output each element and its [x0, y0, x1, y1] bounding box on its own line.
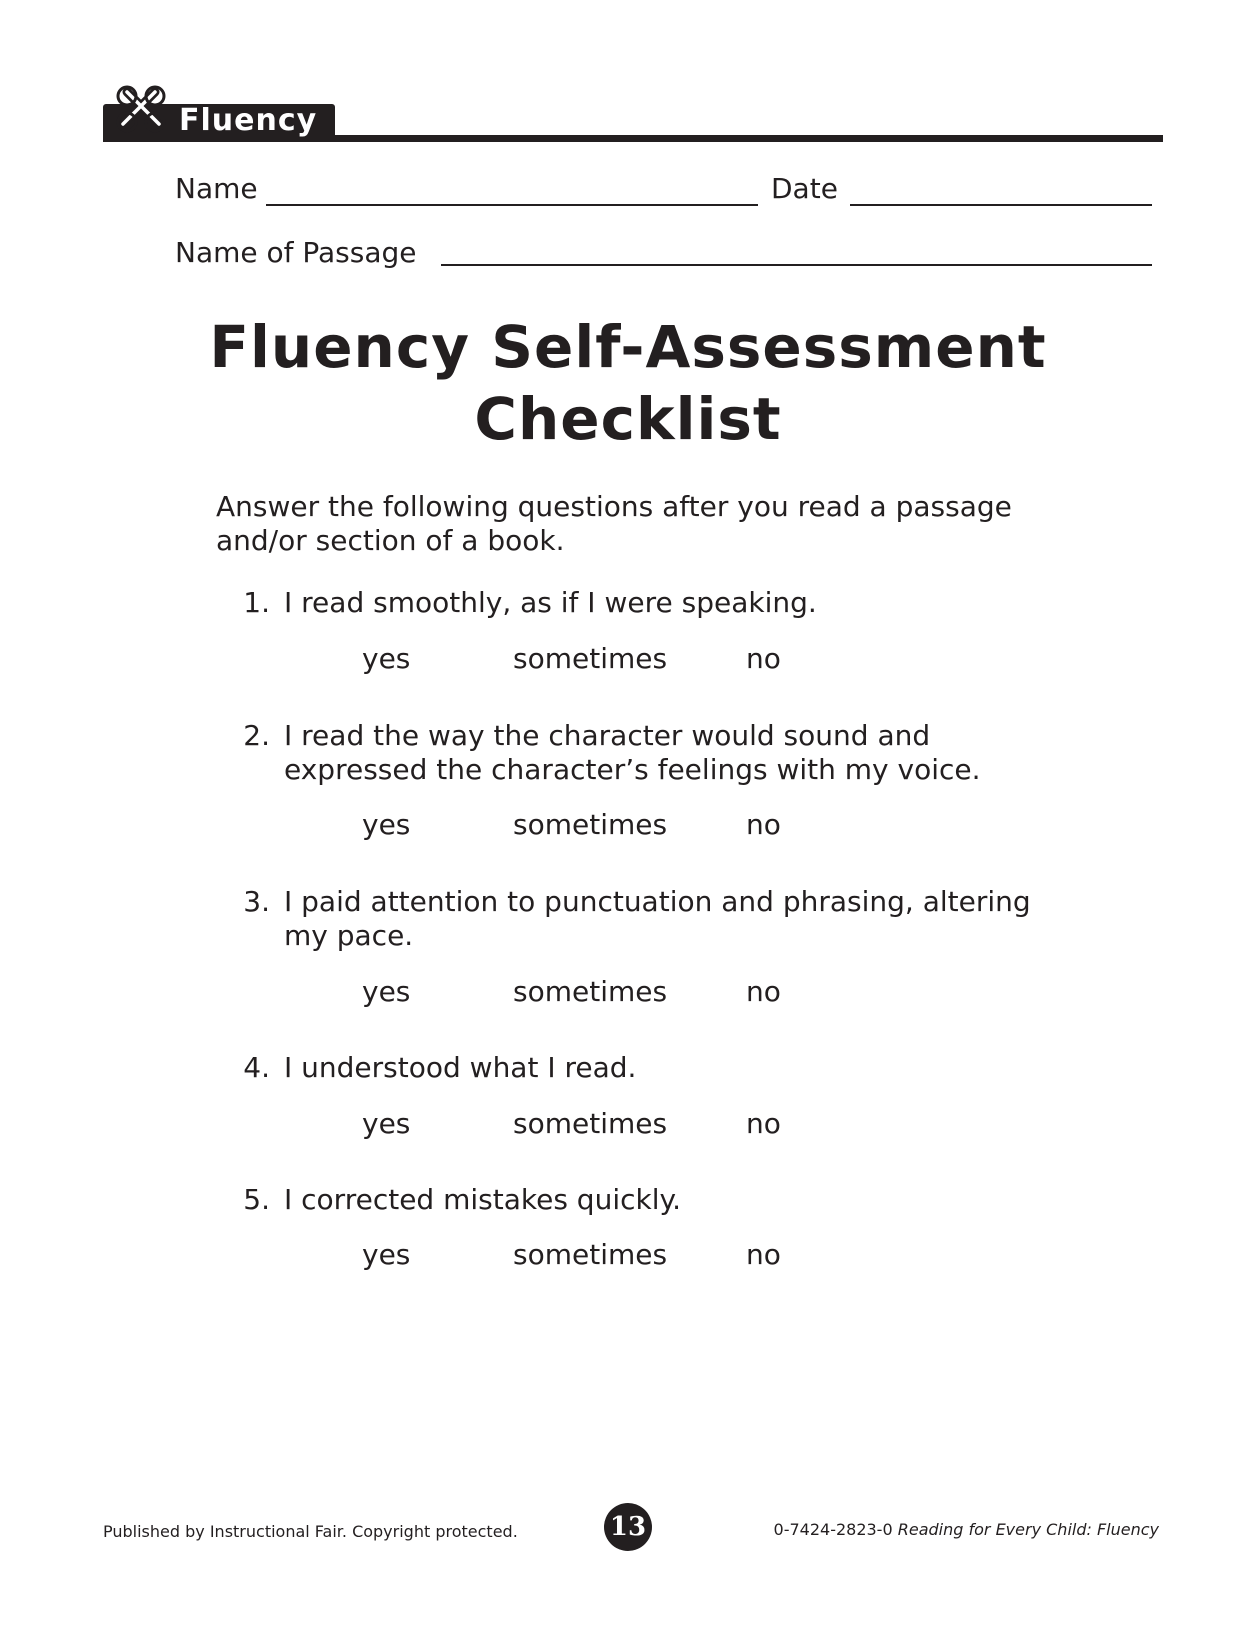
passage-field[interactable]	[441, 264, 1152, 266]
question-number: 5.	[243, 1183, 270, 1216]
isbn: 0-7424-2823-0	[773, 1520, 893, 1539]
option-yes[interactable]: yes	[362, 642, 411, 675]
date-label: Date	[771, 172, 838, 205]
question-number: 1.	[243, 586, 270, 619]
option-yes[interactable]: yes	[362, 975, 411, 1008]
question-text	[284, 885, 1064, 953]
option-sometimes[interactable]: sometimes	[513, 642, 668, 675]
question-text	[284, 1183, 1064, 1217]
question-text	[284, 1051, 1064, 1085]
book-info	[774, 1520, 1159, 1540]
option-yes[interactable]: yes	[362, 808, 411, 841]
option-no[interactable]: no	[746, 808, 781, 841]
section-header	[103, 82, 1163, 142]
question-line1: I paid attention to punctuation and phrasing, altering	[284, 885, 1031, 918]
instructions	[216, 490, 1036, 558]
question-line1: I corrected mistakes quickly.	[284, 1183, 681, 1216]
option-yes[interactable]: yes	[362, 1238, 411, 1271]
option-sometimes[interactable]: sometimes	[513, 808, 668, 841]
option-sometimes[interactable]: sometimes	[513, 975, 668, 1008]
publisher-note: Published by Instructional Fair. Copyright protected.	[103, 1522, 518, 1541]
instructions-line1: Answer the following questions after you read a passage	[216, 490, 1012, 523]
question-line1: I read the way the character would sound and	[284, 719, 931, 752]
question-text	[284, 586, 1064, 620]
page-title-line2: Checklist	[474, 385, 782, 453]
instructions-line2: and/or section of a book.	[216, 524, 565, 557]
question-line2: my pace.	[284, 919, 414, 952]
name-label: Name	[175, 172, 258, 205]
page-title: Fluency Self-Assessment	[209, 313, 1047, 381]
interlocking-knot-icon	[113, 82, 169, 138]
passage-label: Name of Passage	[175, 236, 417, 269]
page-number: 13	[604, 1503, 652, 1551]
book-title: Reading for Every Child: Fluency	[897, 1520, 1159, 1539]
option-no[interactable]: no	[746, 642, 781, 675]
question-number: 2.	[243, 719, 270, 752]
header-label: Fluency	[179, 103, 318, 138]
option-sometimes[interactable]: sometimes	[513, 1238, 668, 1271]
question-number: 3.	[243, 885, 270, 918]
option-sometimes[interactable]: sometimes	[513, 1107, 668, 1140]
date-field[interactable]	[850, 204, 1152, 206]
question-text	[284, 719, 1064, 787]
question-line1: I understood what I read.	[284, 1051, 637, 1084]
question-line2: expressed the character’s feelings with my voice.	[284, 753, 981, 786]
question-number: 4.	[243, 1051, 270, 1084]
option-no[interactable]: no	[746, 1238, 781, 1271]
question-line1: I read smoothly, as if I were speaking.	[284, 586, 817, 619]
name-field[interactable]	[266, 204, 758, 206]
option-yes[interactable]: yes	[362, 1107, 411, 1140]
option-no[interactable]: no	[746, 1107, 781, 1140]
option-no[interactable]: no	[746, 975, 781, 1008]
